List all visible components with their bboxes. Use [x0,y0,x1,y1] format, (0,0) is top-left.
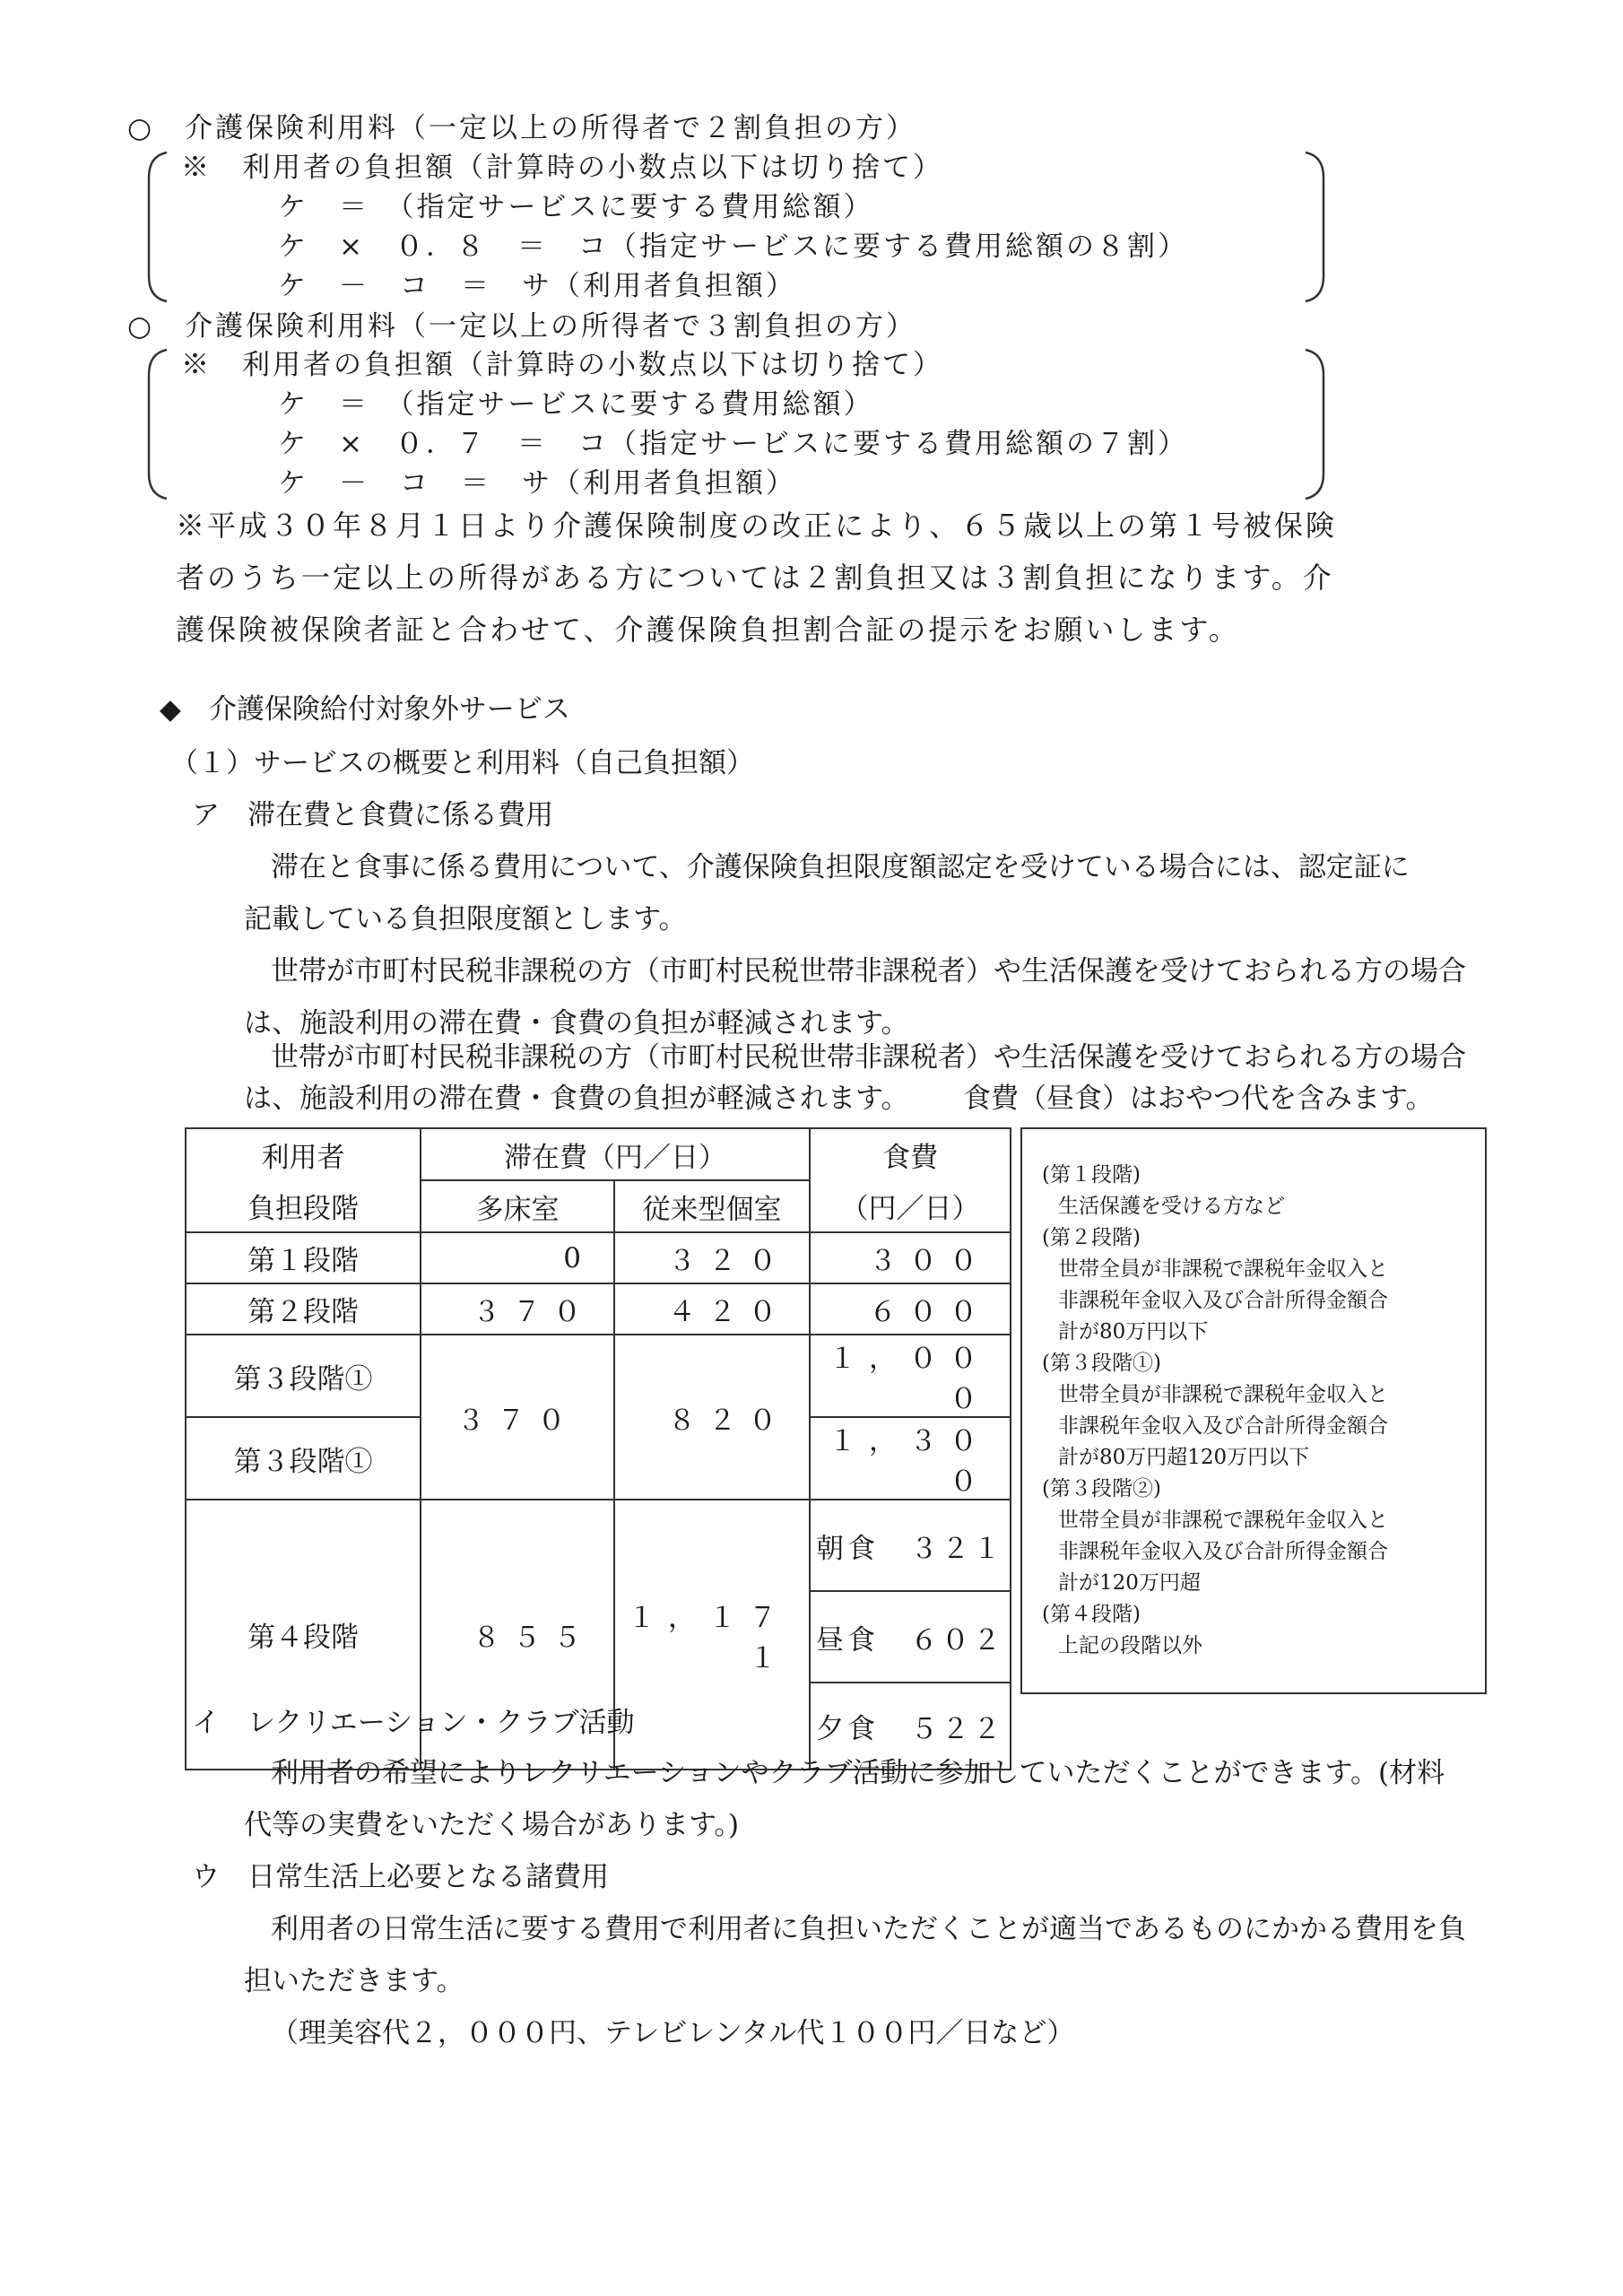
calc-note: ※ 利用者の負担額（計算時の小数点以下は切り捨て） [181,349,943,381]
food-cell: ６００ [810,1283,1011,1335]
food-cell: １，０００ [810,1335,1011,1417]
multi-room-cell: ３７０ [421,1283,614,1335]
header-food: 食費 [810,1128,1011,1180]
legend-line: (第４段階) [1042,1603,1141,1626]
calc-line: ケ ＝ （指定サービスに要する費用総額） [278,388,874,421]
paragraph-line: は、施設利用の滞在費・食費の負担が軽減されます。 [244,1083,909,1115]
food-cell: ３００ [810,1232,1011,1283]
private-room-cell: ８２０ [614,1335,810,1500]
legend-line: 非課税年金収入及び合計所得金額合 [1058,1414,1388,1438]
item-title: ウ 日常生活上必要となる諸費用 [192,1861,609,1893]
paragraph-line: 世帯が市町村民税非課税の方（市町村民税世帯非課税者）や生活保護を受けておられる方の場合 [271,955,1466,987]
private-room-cell: ４２０ [614,1283,810,1335]
legend-line: 上記の段階以外 [1058,1634,1202,1657]
left-bracket [143,348,170,500]
example-line: （理美容代２，０００円、テレビレンタル代１００円／日など） [271,2017,1075,2049]
section-heading: ○ 介護保険利用料（一定以上の所得者で２割負担の方） [127,112,917,144]
calc-line: ケ × ０．７ ＝ コ（指定サービスに要する費用総額の７割） [278,428,1188,460]
table-row [186,1232,1011,1283]
paragraph-line: は、施設利用の滞在費・食費の負担が軽減されます。 [244,1007,909,1039]
legend-line: 生活保護を受ける方など [1058,1195,1285,1218]
multi-room-cell: ３７０ [421,1335,614,1500]
legend-line: (第２段階) [1042,1226,1141,1249]
reform-note-line: ※平成３０年８月１日より介護保険制度の改正により、６５歳以上の第１号被保険 [176,509,1338,543]
reform-note-line: 護保険被保険者証と合わせて、介護保険負担割合証の提示をお願いします。 [176,613,1240,647]
subsection-heading: （１）サービスの概要と利用料（自己負担額） [170,747,754,779]
paragraph-line: 世帯が市町村民税非課税の方（市町村民税世帯非課税者）や生活保護を受けておられる方の場合 [271,1041,1466,1074]
fee-table [185,1127,1011,1770]
legend-line: 非課税年金収入及び合計所得金額合 [1058,1540,1388,1563]
legend-line: 計が80万円超120万円以下 [1058,1446,1310,1469]
header-private-room: 従来型個室 [614,1180,810,1232]
stage-cell: 第３段階① [186,1417,421,1500]
paragraph-line: 利用者の日常生活に要する費用で利用者に負担いただくことが適当であるものにかかる費用を負 [271,1913,1466,1945]
legend-line: 計が120万円超 [1058,1571,1201,1595]
calc-line: ケ － コ ＝ サ（利用者負担額） [278,270,796,302]
paragraph-line: 代等の実費をいただく場合があります。) [244,1809,740,1841]
lunch-cell: 昼食 ６０２ [810,1591,1011,1683]
multi-room-cell: 0 [421,1232,614,1283]
stage-legend-box [1020,1127,1487,1694]
calc-line: ケ ＝ （指定サービスに要する費用総額） [278,191,874,223]
item-title: ア 滞在費と食費に係る費用 [192,799,553,831]
paragraph-line: 記載している負担限度額とします。 [244,903,687,935]
calc-line: ケ × ０．８ ＝ コ（指定サービスに要する費用総額の８割） [278,230,1188,263]
paragraph-line: 滞在と食事に係る費用について、介護保険負担限度額認定を受けている場合には、認定証に [271,851,1410,883]
table-row [186,1283,1011,1335]
item-title: イ レクリエーション・クラブ活動 [192,1707,635,1739]
paragraph-line: 担いただきます。 [244,1965,464,1997]
section-heading: ◆ 介護保険給付対象外サービス [160,693,570,726]
legend-line: 計が80万円以下 [1058,1320,1209,1344]
dinner-cell: 夕食 ５２２ [810,1683,1011,1770]
legend-line: (第３段階②) [1042,1477,1161,1500]
legend-line: 非課税年金収入及び合計所得金額合 [1058,1289,1388,1312]
private-room-cell: ３２０ [614,1232,810,1283]
multi-room-cell: ８５５ [421,1500,614,1770]
header-user-stage: 利用者 [186,1128,421,1180]
header-stay-cost: 滞在費（円／日） [421,1128,810,1180]
private-room-cell: １，１７１ [614,1500,810,1770]
table-row [186,1335,1011,1417]
legend-line: 世帯全員が非課税で課税年金収入と [1058,1509,1388,1532]
food-cell: １，３００ [810,1417,1011,1500]
legend-line: 世帯全員が非課税で課税年金収入と [1058,1257,1388,1281]
legend-line: (第３段階①) [1042,1352,1161,1375]
section-heading: ○ 介護保険利用料（一定以上の所得者で３割負担の方） [127,310,917,343]
calc-note: ※ 利用者の負担額（計算時の小数点以下は切り捨て） [181,152,943,184]
right-bracket [1302,151,1329,303]
paragraph-line: 利用者の希望によりレクリエーションやクラブ活動に参加していただくことができます。(材料 [271,1757,1445,1789]
header-multi-room: 多床室 [421,1180,614,1232]
calc-line: ケ － コ ＝ サ（利用者負担額） [278,467,796,500]
right-bracket [1302,348,1329,500]
table-row [186,1500,1011,1591]
stage-cell: 第４段階 [186,1500,421,1770]
stage-cell: 第１段階 [186,1232,421,1283]
header-user-stage-2: 負担段階 [186,1180,421,1232]
stage-cell: 第３段階① [186,1335,421,1417]
legend-line: 世帯全員が非課税で課税年金収入と [1058,1383,1388,1406]
reform-note-line: 者のうち一定以上の所得がある方については２割負担又は３割負担になります。介 [176,561,1334,595]
legend-line: (第１段階) [1042,1163,1141,1187]
meal-note: 食費（昼食）はおやつ代を含みます。 [963,1083,1434,1115]
left-bracket [143,151,170,303]
header-food-unit: （円／日） [810,1180,1011,1232]
breakfast-cell: 朝食 ３２１ [810,1500,1011,1591]
stage-cell: 第２段階 [186,1283,421,1335]
